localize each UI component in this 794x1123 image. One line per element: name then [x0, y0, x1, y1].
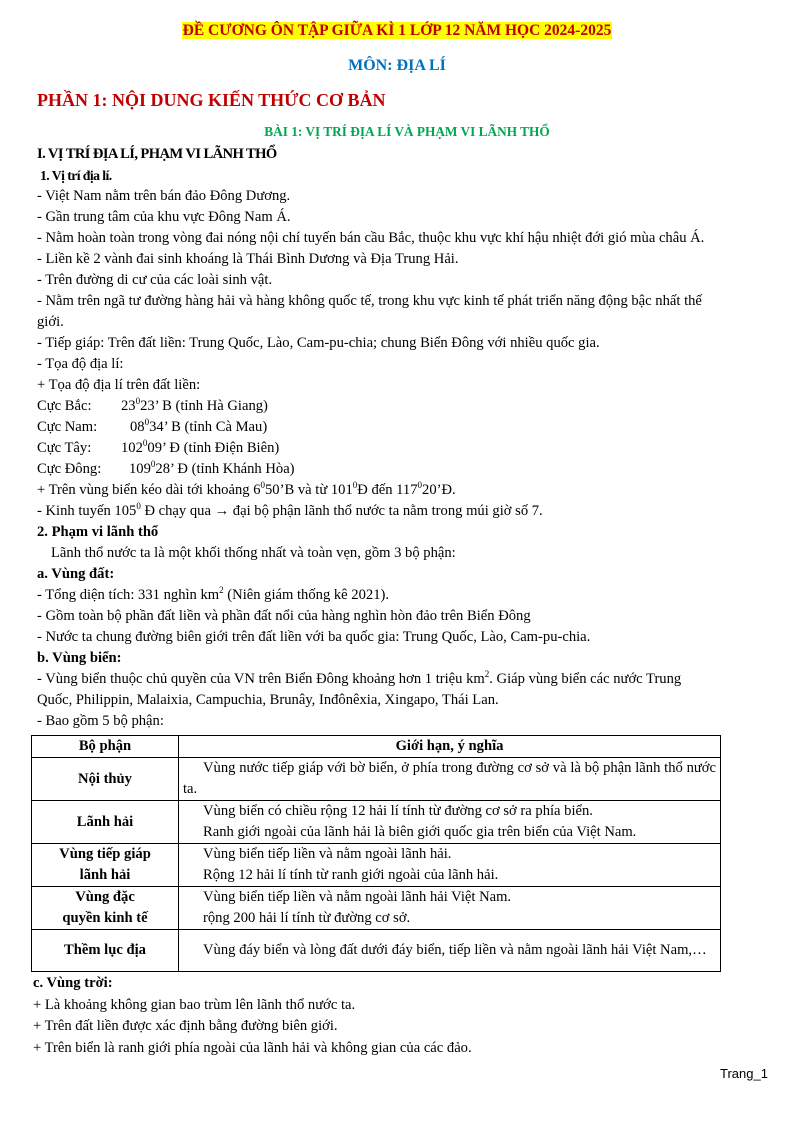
zone-name-cell [32, 930, 179, 972]
coordinate-label: Cực Nam: [37, 419, 98, 435]
degree-sup: 0 [144, 417, 150, 428]
coordinate-line [37, 396, 777, 417]
main-content [37, 144, 777, 732]
text-line: - Tọa độ địa lí: [37, 356, 124, 372]
zone-description: Vùng đáy biển và lòng đất dưới đáy biển, tiếp liền và nằm ngoài lãnh hải Việt Nam,… [203, 942, 707, 958]
meridian-line: - Kinh tuyến $105^0$ Đ chạy qua → đại bộ phận lãnh thổ nước ta nằm trong múi giờ số 7. [37, 501, 543, 519]
text-line: - Tiếp giáp: Trên đất liền: Trung Quốc, Lào, Cam-pu-chia; chung Biển Đông với nhiều quốc gia. [37, 335, 600, 351]
coordinate-label: Cực Tây: [37, 440, 92, 456]
table-header-cell: Giới hạn, ý nghĩa [179, 736, 721, 758]
coordinate-degree: 08 [130, 419, 145, 435]
text-line: - Việt Nam nằm trên bán đảo Đông Dương. [37, 188, 291, 204]
section-heading: I. VỊ TRÍ ĐỊA LÍ, PHẠM VI LÃNH THỔ [37, 146, 277, 162]
sky-lines [33, 995, 773, 1060]
table-row [32, 801, 721, 844]
zone-description-cell [179, 758, 721, 801]
coordinate-rest: 28’ Đ (tỉnh Khánh Hòa) [155, 461, 295, 477]
zone-description-cell [179, 930, 721, 972]
sea-line: - Bao gồm 5 bộ phận: [37, 713, 164, 729]
page-number: Trang_1 [720, 1066, 768, 1081]
text-line: - Gần trung tâm của khu vực Đông Nam Á. [37, 209, 291, 225]
text-line: - Nằm trên ngã tư đường hàng hải và hàng không quốc tế, trong khu vực kinh tế phát triển năng động bậc nhất thế [37, 293, 702, 309]
table-row [32, 758, 721, 801]
degree-sup: 0 [142, 438, 148, 449]
table-header-cell: Bộ phận [32, 736, 179, 758]
sea-heading: b. Vùng biển: [37, 650, 122, 666]
coordinate-label: Cực Bắc: [37, 398, 92, 414]
text-line: + Tọa độ địa lí trên đất liền: [37, 377, 201, 393]
sky-heading: c. Vùng trời: [33, 975, 113, 991]
zone-description: Vùng nước tiếp giáp với bờ biển, ở phía trong đường cơ sở và là bộ phận lãnh thổ nước ta. [183, 760, 716, 797]
position-lines [37, 186, 777, 396]
coordinate-list [37, 396, 777, 480]
coordinate-line [37, 438, 777, 459]
coordinate-line [37, 417, 777, 438]
sky-line: + Trên biển là ranh giới phía ngoài của lãnh hải và không gian của các đảo. [33, 1039, 472, 1056]
land-line: - Gồm toàn bộ phần đất liền và phần đất nổi của hàng nghìn hòn đảo trên Biển Đông [37, 608, 531, 624]
table-row [32, 844, 721, 887]
zone-name-cell [32, 844, 179, 887]
coordinate-rest: 34’ B (tỉnh Cà Mau) [149, 419, 268, 435]
zone-name-cell [32, 758, 179, 801]
table-row [32, 887, 721, 930]
zone-name-cell [32, 887, 179, 930]
text-line: giới. [37, 314, 64, 330]
coordinate-label: Cực Đông: [37, 461, 102, 477]
table-row [32, 930, 721, 972]
zone-name: Vùng đặc [75, 889, 135, 905]
zone-description: Rộng 12 hải lí tính từ ranh giới ngoài của lãnh hải. [203, 867, 499, 883]
subsection-heading: 2. Phạm vi lãnh thổ [37, 524, 159, 540]
coordinate-degree: 102 [121, 440, 143, 456]
lesson-heading: BÀI 1: VỊ TRÍ ĐỊA LÍ VÀ PHẠM VI LÃNH THỔ [264, 124, 550, 139]
document-title: ĐỀ CƯƠNG ÔN TẬP GIỮA KÌ 1 LỚP 12 NĂM HỌC 2024-2025 [182, 22, 612, 39]
land-heading: a. Vùng đất: [37, 566, 115, 582]
zone-name: Lãnh hải [76, 813, 134, 830]
zone-name: Nội thủy [78, 770, 132, 787]
sky-section [33, 973, 773, 1059]
land-line: - Nước ta chung đường biên giới trên đất liền với ba quốc gia: Trung Quốc, Lào, Cam-pu-chia. [37, 629, 591, 645]
zone-description: Vùng biển tiếp liền và nằm ngoài lãnh hải. [203, 846, 452, 862]
zone-description: Ranh giới ngoài của lãnh hải là biên giới quốc gia trên biển của Việt Nam. [203, 824, 637, 840]
subsection-heading: 1. Vị trí địa lí. [40, 168, 112, 183]
table-header-row [32, 736, 721, 758]
zone-name: Vùng tiếp giáp [59, 846, 151, 862]
zone-description-cell [179, 887, 721, 930]
coordinate-rest: 23’ B (tỉnh Hà Giang) [140, 398, 268, 414]
zone-name: quyền kinh tế [62, 910, 148, 926]
sky-line: + Là khoảng không gian bao trùm lên lãnh thổ nước ta. [33, 996, 356, 1013]
subject-title: MÔN: ĐỊA LÍ [348, 57, 446, 74]
text-line: - Trên đường di cư của các loài sinh vật. [37, 272, 273, 288]
sea-extent-line: + Trên vùng biển kéo dài tới khoảng $6^050’B$ và từ $101^0Đ$ đến $117^020’Đ$. [37, 480, 456, 498]
zone-description: Vùng biển có chiều rộng 12 hải lí tính từ đường cơ sở ra phía biển. [203, 803, 593, 819]
zone-name-cell [32, 801, 179, 844]
coordinate-rest: 09’ Đ (tỉnh Điện Biên) [147, 440, 280, 456]
coordinate-degree: 23 [121, 398, 136, 414]
zone-name: lãnh hải [79, 867, 131, 883]
sea-line: Quốc, Philippin, Malaixia, Campuchia, Brunây, Inđônêxia, Xingapo, Thái Lan. [37, 692, 499, 708]
degree-sup: 0 [135, 396, 141, 407]
territory-intro: Lãnh thổ nước ta là một khối thống nhất và toàn vẹn, gồm 3 bộ phận: [51, 545, 456, 561]
zone-name: Thềm lục địa [64, 942, 146, 958]
table-body [32, 758, 721, 972]
sky-line: + Trên đất liền được xác định bằng đường biên giới. [33, 1018, 338, 1034]
text-line: - Liền kề 2 vành đai sinh khoáng là Thái Bình Dương và Địa Trung Hải. [37, 251, 459, 267]
zone-description: rộng 200 hải lí tính từ đường cơ sở. [203, 910, 411, 926]
zone-description-cell [179, 844, 721, 887]
sea-zones-table [31, 735, 721, 972]
coordinate-degree: 109 [129, 461, 151, 477]
coordinate-line [37, 459, 777, 480]
zone-description: Vùng biển tiếp liền và nằm ngoài lãnh hải Việt Nam. [203, 889, 512, 905]
degree-sup: 0 [150, 459, 156, 470]
part-heading: PHẦN 1: NỘI DUNG KIẾN THỨC CƠ BẢN [37, 90, 386, 110]
sea-line: - Vùng biển thuộc chủ quyền của VN trên Biển Đông khoảng hơn 1 triệu $km^2$. Giáp vùng biển các nước Trung [37, 669, 682, 687]
text-line: - Nằm hoàn toàn trong vòng đai nóng nội chí tuyến bán cầu Bắc, thuộc khu vực khí hậu nhiệt đới gió mùa châu Á. [37, 230, 705, 246]
land-area-line: - Tổng diện tích: 331 nghìn $km^2$ (Niên giám thống kê 2021). [37, 585, 390, 603]
zone-description-cell [179, 801, 721, 844]
